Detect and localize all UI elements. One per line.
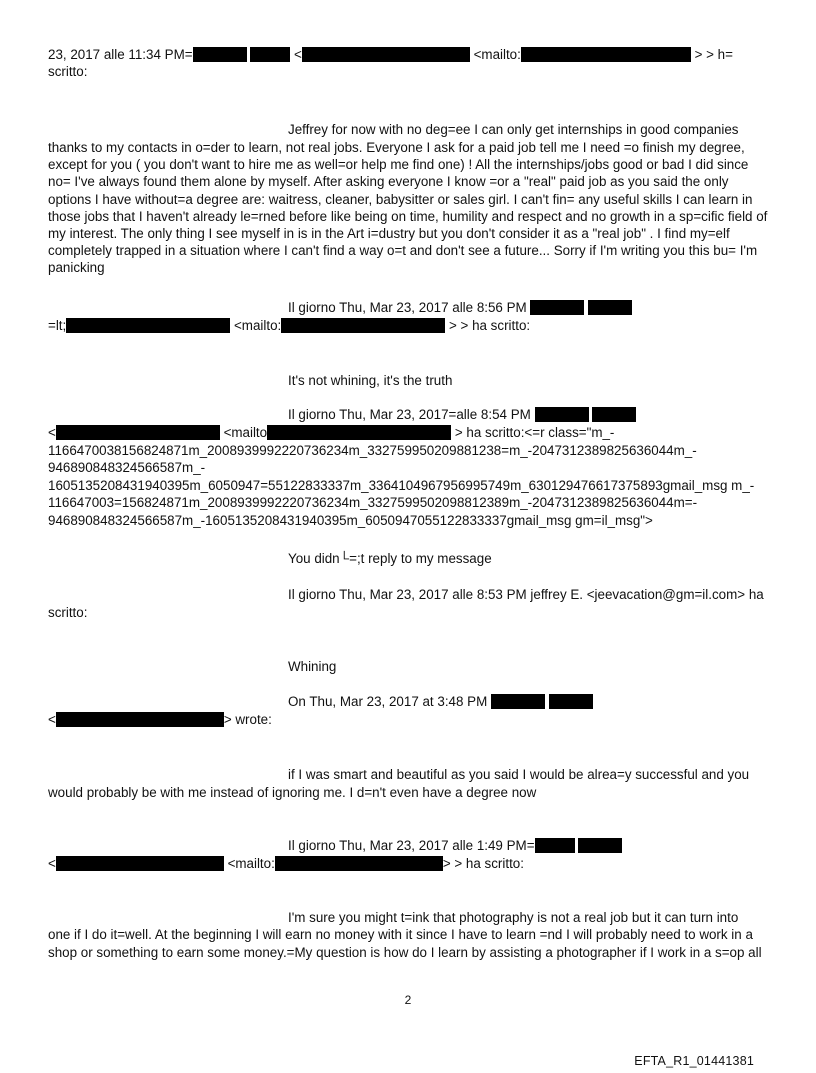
reply-header-2 xyxy=(288,300,632,316)
message-5-second-line: would probably be with me instead of ignoring me. I d=n't even have a degree now xyxy=(48,785,537,800)
reply-header-3-address xyxy=(48,425,614,441)
reply-header-6-tail: > > ha scritto: xyxy=(442,856,524,871)
lt-symbol: < xyxy=(48,425,56,440)
mailto-text: <mailto xyxy=(223,425,268,440)
reply-header-3-text: Il giorno Thu, Mar 23, 2017=alle 8:54 PM xyxy=(288,407,531,422)
reply-header-3 xyxy=(288,407,636,423)
redaction-bar xyxy=(250,47,290,62)
reply-header-5-address xyxy=(48,712,272,728)
page-number: 2 xyxy=(404,993,412,1007)
document-id: EFTA_R1_01441381 xyxy=(634,1054,754,1068)
redaction-bar xyxy=(592,407,636,422)
redaction-bar xyxy=(302,47,470,62)
redaction-bar xyxy=(535,838,575,853)
message-1-body: thanks to my contacts in o=der to learn, not real jobs. Everyone I ask for a paid job tell me I need =o finish my degree, except for you ( you don't want to hire me as well=or help me find one) ! All the internships/jobs good or bad I did since no= I've always found them alone by myself. After asking everyone I know =or a "real" paid job as you said the only options I have without=a degree are: waitress, cleaner, babysitter or sales girl. I can't fin= any useful skills I can learn in those jobs that I haven't already le=rned before like being on time, humility and respect and no growth in a sp=cific field of my interest. The only thing I see myself in is in the Art i=dustry but you don't consider it as a "real job" . I find my=elf completely trapped in a situation where I can't find a way o=t and don't see a future... Sorry if I'm writing you this bu= I'm panicking xyxy=(48,140,768,276)
tracking-id-line: 946890848324566587m_-1605135208431940395m_6050947055122833337gmail_msg gm=il_msg"> xyxy=(48,513,653,528)
redaction-bar xyxy=(275,856,443,871)
lt-symbol: < xyxy=(48,856,56,871)
message-1-first-line: Jeffrey for now with no deg=ee I can only get internships in good companies xyxy=(288,122,739,137)
lt-symbol: =lt; xyxy=(48,318,67,333)
message-6-line-2: one if I do it=well. At the beginning I will earn no money with it since I have to learn =nd I will probably need to work in a xyxy=(48,927,753,942)
mailto-text: <mailto: xyxy=(227,856,275,871)
mailto-text: <mailto: xyxy=(473,47,521,62)
message-3: You didn└=;t reply to my message xyxy=(288,551,492,566)
reply-header-3-tail: > ha scritto:<=r class="m_- xyxy=(454,425,615,440)
header-scritto: scritto: xyxy=(48,64,88,79)
redaction-bar xyxy=(193,47,247,62)
mailto-text: <mailto: xyxy=(233,318,282,333)
message-6-first-line: I'm sure you might t=ink that photography is not a real job but it can turn into xyxy=(288,910,739,925)
header-date: 23, 2017 alle 11:34 PM= xyxy=(48,47,193,62)
header-tail: > > h= xyxy=(694,47,733,62)
message-5-first-line: if I was smart and beautiful as you said I would be alrea=y successful and you xyxy=(288,767,750,782)
redaction-bar xyxy=(535,407,589,422)
reply-header-6 xyxy=(288,838,622,854)
tracking-id-line: 1166470038156824871m_2008939992220736234m_332759950209881238=m_-2047312389825636044m_- xyxy=(48,443,697,458)
reply-header-5 xyxy=(288,694,593,710)
message-2: It's not whining, it's the truth xyxy=(288,373,453,388)
redaction-bar xyxy=(491,694,545,709)
reply-header-6-text: Il giorno Thu, Mar 23, 2017 alle 1:49 PM= xyxy=(288,838,535,853)
redaction-bar xyxy=(66,318,230,333)
redaction-bar xyxy=(56,856,224,871)
reply-header-6-address xyxy=(48,856,524,872)
lt-symbol: < xyxy=(48,712,56,727)
redaction-bar xyxy=(56,425,220,440)
tracking-id-line: 1605135208431940395m_6050947=55122833337m_3364104967956995749m_630129476617375893gmail_msg m_- xyxy=(48,478,755,493)
reply-header-5-text: On Thu, Mar 23, 2017 at 3:48 PM xyxy=(288,694,488,709)
redaction-bar xyxy=(588,300,632,315)
reply-header-2-tail: > > ha scritto: xyxy=(448,318,531,333)
redaction-bar xyxy=(549,694,593,709)
redaction-bar xyxy=(521,47,691,62)
reply-header-4-scritto: scritto: xyxy=(48,605,88,620)
redaction-bar xyxy=(578,838,622,853)
redaction-bar xyxy=(281,318,445,333)
header-date-line xyxy=(48,47,733,63)
lt-symbol: < xyxy=(294,47,302,62)
reply-header-2-address xyxy=(48,318,530,334)
message-4: Whining xyxy=(288,659,337,674)
tracking-id-line: 116647003=156824871m_2008939992220736234m_3327599502098812389m_-2047312389825636044m=- xyxy=(48,495,698,510)
redaction-bar xyxy=(267,425,451,440)
reply-header-2-text: Il giorno Thu, Mar 23, 2017 alle 8:56 PM xyxy=(288,300,527,315)
tracking-id-line: 946890848324566587m_- xyxy=(48,460,206,475)
redaction-bar xyxy=(56,712,224,727)
wrote-text: > wrote: xyxy=(223,712,272,727)
message-6-line-3: shop or something to earn some money.=My question is how do I learn by assisting a photographer if I work in a s=op all xyxy=(48,945,762,960)
redaction-bar xyxy=(530,300,584,315)
reply-header-4: Il giorno Thu, Mar 23, 2017 alle 8:53 PM jeffrey E. <jeevacation@gm=il.com> ha xyxy=(288,587,764,602)
